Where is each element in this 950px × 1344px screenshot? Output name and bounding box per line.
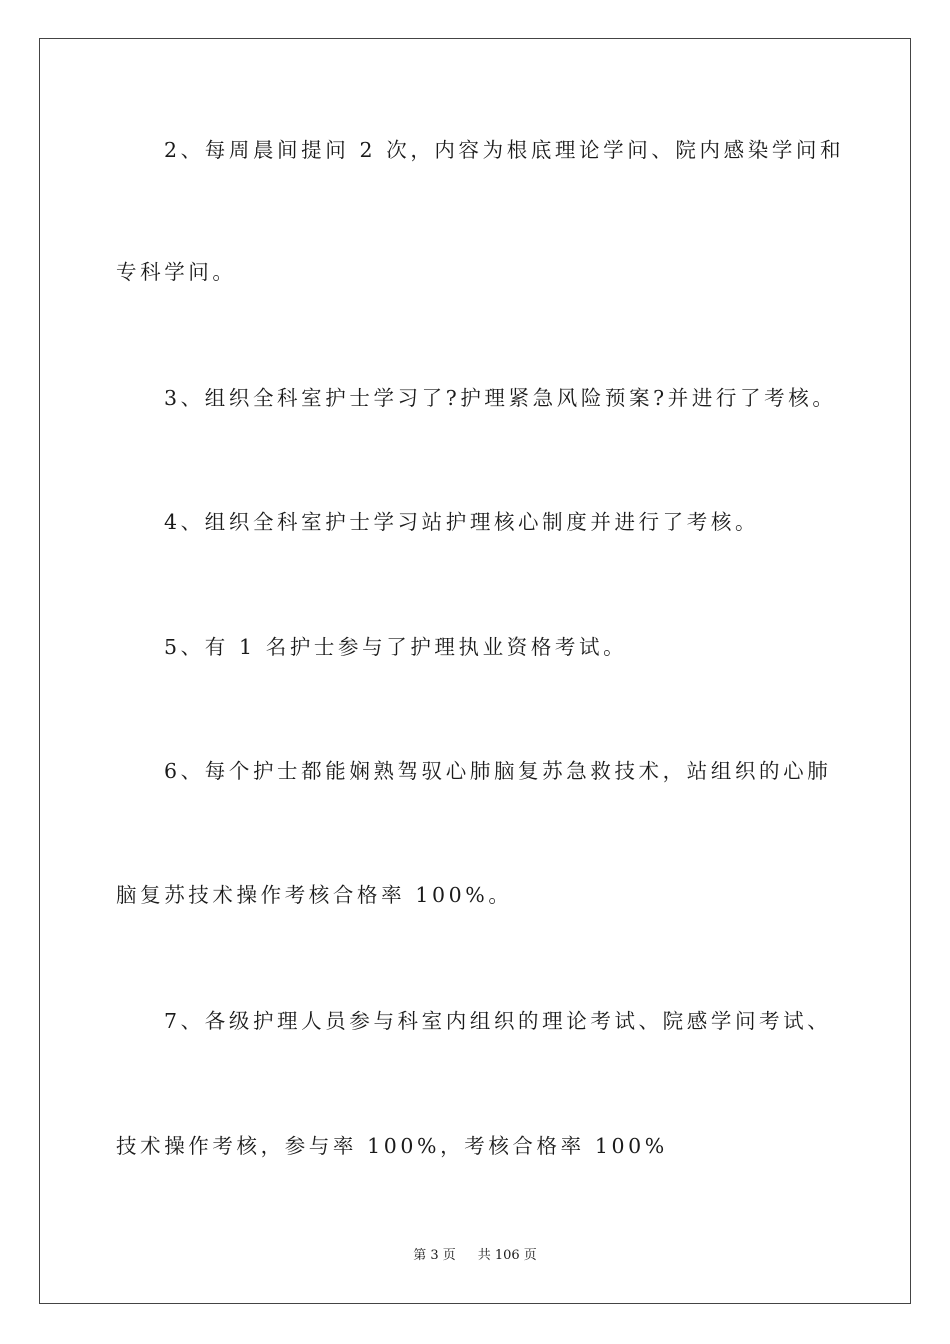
paragraph-7-line-1: 7、各级护理人员参与科室内组织的理论考试、院感学问考试、 [164,1009,832,1033]
paragraph-6-line-1: 6、每个护士都能娴熟驾驭心肺脑复苏急救技术，站组织的心肺 [164,759,832,783]
paragraph-5: 5、有 1 名护士参与了护理执业资格考试。 [164,635,628,659]
page-footer [0,1247,950,1265]
paragraph-4: 4、组织全科室护士学习站护理核心制度并进行了考核。 [164,510,760,534]
total-pages: 共 106 页 [477,1248,537,1263]
page-frame [39,38,911,1304]
page-number: 第 3 页 [413,1248,456,1263]
paragraph-2-line-2: 专科学问。 [116,260,237,284]
paragraph-6-line-2: 脑复苏技术操作考核合格率 100%。 [116,883,513,907]
paragraph-7-line-2: 技术操作考核，参与率 100%，考核合格率 100% [116,1134,668,1158]
paragraph-3: 3、组织全科室护士学习了?护理紧急风险预案?并进行了考核。 [164,386,837,410]
paragraph-2-line-1: 2、每周晨间提问 2 次，内容为根底理论学问、院内感染学问和 [164,138,845,162]
